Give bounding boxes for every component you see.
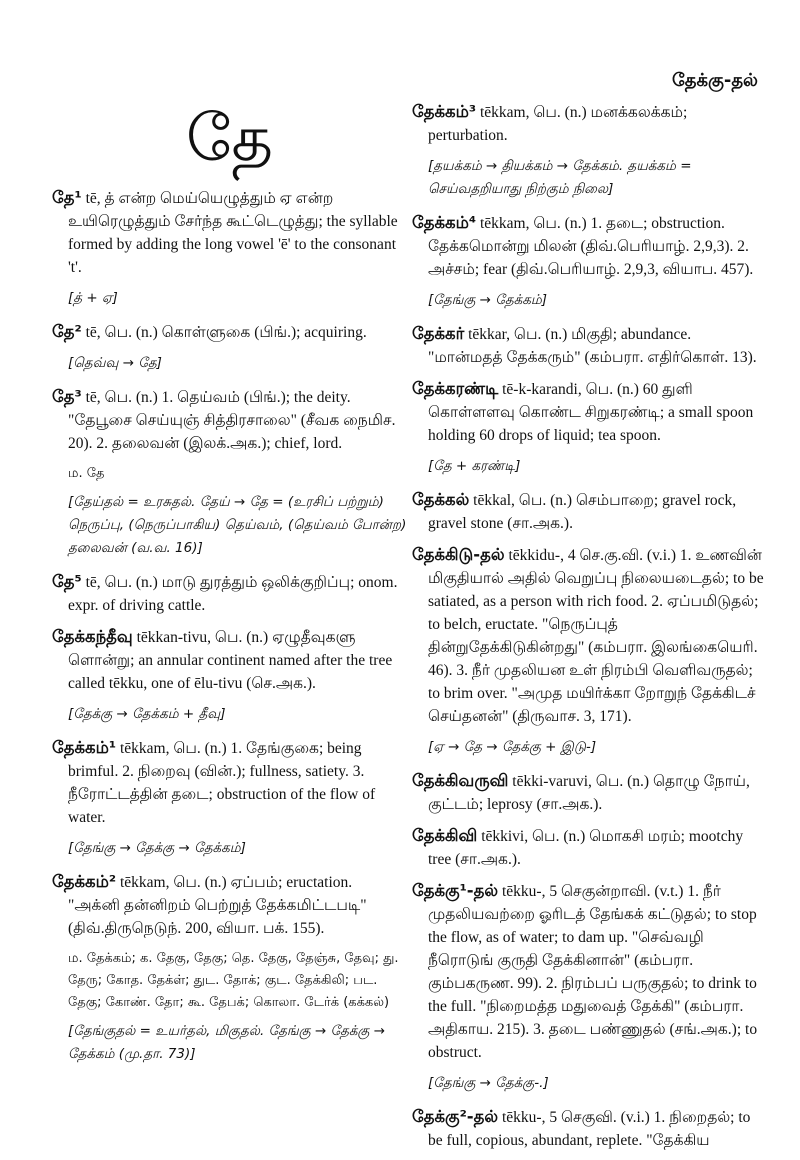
headword: தேக்கம்¹ [52,738,117,757]
etymology-note: [தயக்கம் → தியக்கம் → தேக்கம். தயக்கம் = செய்வதறியாது நிற்கும் நிலை] [428,158,692,197]
etymology-note: [தேய்தல் = உரசுதல். தேய் → தே = (உரசிப் பற்றும்) நெருப்பு, (நெருப்பாகிய) தெய்வம், (தெய்வம் போன்ற) தலைவன் (வ.வ. 16)] [68,494,407,556]
dictionary-entry [52,385,407,455]
dictionary-entry [412,879,767,1064]
headword: தே⁵ [52,572,82,591]
etymology-note: [ஏ → தே → தேக்கு + இடு-] [428,739,597,755]
dictionary-entry [52,870,407,940]
headword: தேக்கந்தீவு [52,627,133,646]
entry-definition: tēkkam, பெ. (n.) ஏப்பம்; eructation. "அக்னி தன்னிறம் பெற்றுத் தேக்கமிட்டபடி" (திவ்.திருநெடுந். 200, வியா. பக். 155). [68,874,367,937]
entry-definition: tēkkidu-, 4 செ.கு.வி. (v.i.) 1. உணவின் மிகுதியால் அதில் வெறுப்பு நிலையடைதல்; to be satiated, as a person with rich food. 2. ஏப்பமிடுதல்; to belch, eructate. "நெருப்புத் தின்றுதேக்கிடுகின்றது" (கம்பரா. இலங்கையெரி. 46). 3. நீர் முதலியன உள் நிரம்பி வெளிவருதல்; to brim over. "அமுத மயிர்க்கா றோறுந் தேக்கிடச் செய்தனன்" (திருவாச. 3, 171). [428,547,764,725]
dictionary-entry [412,211,767,281]
entry-definition: tēkkam, பெ. (n.) 1. தடை; obstruction. தேக்கமொன்று மிலன் (திவ்.பெரியாழ். 2,9,3). 2. அச்சம்; fear (திவ்.பெரியாழ். 2,9,3, வியாப. 457). [428,215,754,278]
etymology-note: [த் + ஏ] [68,290,118,306]
section-letter: தே [185,102,274,176]
entry-definition: tē, பெ. (n.) கொள்ளுகை (பிங்.); acquiring. [81,324,367,341]
dictionary-entry [412,377,767,447]
headword: தேக்கர் [412,324,465,343]
etymology-note: [தேங்குதல் = உயர்தல், மிகுதல். தேங்கு → தேக்கு → தேக்கம் (மு.தா. 73)] [68,1023,386,1062]
entry-definition: tēkkam, பெ. (n.) 1. தேங்குகை; being brimful. 2. நிறைவு (வின்.); fullness, satiety. 3. நீரோட்டத்தின் தடை; obstruction of the flow of water. [68,740,376,826]
entry-definition: tēkkivi, பெ. (n.) மொகசி மரம்; mootchy tree (சா.அக.). [428,828,744,868]
entry-definition: tē, த் என்ற மெய்யெழுத்தும் ஏ என்ற உயிரெழுத்தும் சேர்ந்த கூட்டெழுத்து; the syllable formed by adding the long vowel 'ē' to the consonant 't'. [68,190,398,276]
headword: தேக்கம்⁴ [412,213,477,232]
entry-definition: tē, பெ. (n.) 1. தெய்வம் (பிங்.); the deity. "தேபூசை செய்யுஞ் சித்திரசாலை" (சீவக நைமிச. 20). 2. தலைவன் (இலக்.அக.); chief, lord. [68,389,396,452]
dictionary-entry [52,570,407,617]
dictionary-entry [52,186,407,279]
etymology-note: [தேக்கு → தேக்கம் + தீவு] [68,706,226,722]
headword: தேக்கு²-தல் [412,1107,499,1126]
etymology-note: [தேங்கு → தேக்கு → தேக்கம்] [68,840,246,856]
headword: தேக்கிவருவி [412,771,509,790]
headword: தேக்கிடு-தல் [412,545,505,564]
dictionary-entry [412,488,767,535]
left-entries [52,186,407,1066]
dictionary-entry [412,322,767,369]
cognates-note: ம. தே [68,466,105,481]
entry-definition: tēkkal, பெ. (n.) செம்பாறை; gravel rock, gravel stone (சா.அக.). [428,492,737,532]
dictionary-entry [412,769,767,816]
dictionary-entry [52,320,407,344]
entry-definition: tē-k-karandi, பெ. (n.) 60 துளி கொள்ளளவு கொண்ட சிறுகரண்டி; a small spoon holding 60 drops of liquid; tea spoon. [428,381,754,444]
entry-definition: tēkkan-tivu, பெ. (n.) ஏழுதீவுகளு ளொன்று; an annular continent named after the tree called tēkku, one of ēlu-tivu (செ.அக.). [68,629,393,692]
etymology-note: [தேங்கு → தேக்கம்] [428,292,548,308]
dictionary-entry [52,625,407,695]
dictionary-entry [412,824,767,871]
entry-definition: tēkku-, 5 செகுவி. (v.i.) 1. நிறைதல்; to be full, copious, abundant, replete. "தேக்கிய [428,1109,751,1149]
entry-definition: tē, பெ. (n.) மாடு துரத்தும் ஒலிக்குறிப்பு; onom. expr. of driving cattle. [68,574,398,614]
headword: தேக்கரண்டி [412,379,499,398]
headword: தேக்கிவி [412,826,478,845]
headword: தே³ [52,387,82,406]
dictionary-entry [412,1105,767,1152]
entry-definition: tēkkam, பெ. (n.) மனக்கலக்கம்; perturbation. [428,104,688,144]
etymology-note: [தேங்கு → தேக்கு-.] [428,1075,549,1091]
headword: தே¹ [52,188,82,207]
dictionary-entry [412,100,767,147]
left-column [52,96,407,1076]
right-column [412,100,767,1160]
entry-definition: tēkki-varuvi, பெ. (n.) தொழு நோய், குட்டம்; leprosy (சா.அக.). [428,773,750,813]
entry-definition: tēkku-, 5 செகுன்றாவி. (v.t.) 1. நீர் முதலியவற்றை ஓரிடத் தேங்கக் கட்டுதல்; to stop the flow, as of water; to dam up. "செவ்வழி நீரொடுங் குருதி தேக்கினான்" (கம்பரா. கும்பகருண. 99). 2. நிரம்பப் பருகுதல்; to drink to the full. "நிறைமத்த மதுவைத் தேக்கி" (கம்பரா. அதிகாய. 215). 3. தடை பண்ணுதல் (சங்.அக.); to obstruct. [428,883,758,1061]
etymology-note: [தெவ்வு → தே] [68,355,162,371]
etymology-note: [தே + கரண்டி] [428,458,521,474]
headword: தேக்கம்² [52,872,117,891]
headword: தே² [52,322,82,341]
right-entries [412,100,767,1152]
dictionary-entry [412,543,767,728]
dictionary-entry [52,736,407,829]
cognates-note: ம. தேக்கம்; க. தேகு, தேகு; தெ. தேகு, தேஞ்சு, தேவு; து. தேரு; கோத. தேக்ள்; துட. தோக்; குட. தேக்கிலி; பட. தேகு; கோண். தோ; கூ. தேபக்; கொலா. டேர்க் (கக்கல்) [68,951,399,1010]
headword: தேக்கல் [412,490,470,509]
running-head: தேக்கு-தல் [671,70,758,91]
entry-definition: tēkkar, பெ. (n.) மிகுதி; abundance. "மான்மதத் தேக்கரும்" (கம்பரா. எதிர்கொள். 13). [428,326,757,366]
headword: தேக்கம்³ [412,102,477,121]
headword: தேக்கு¹-தல் [412,881,499,900]
